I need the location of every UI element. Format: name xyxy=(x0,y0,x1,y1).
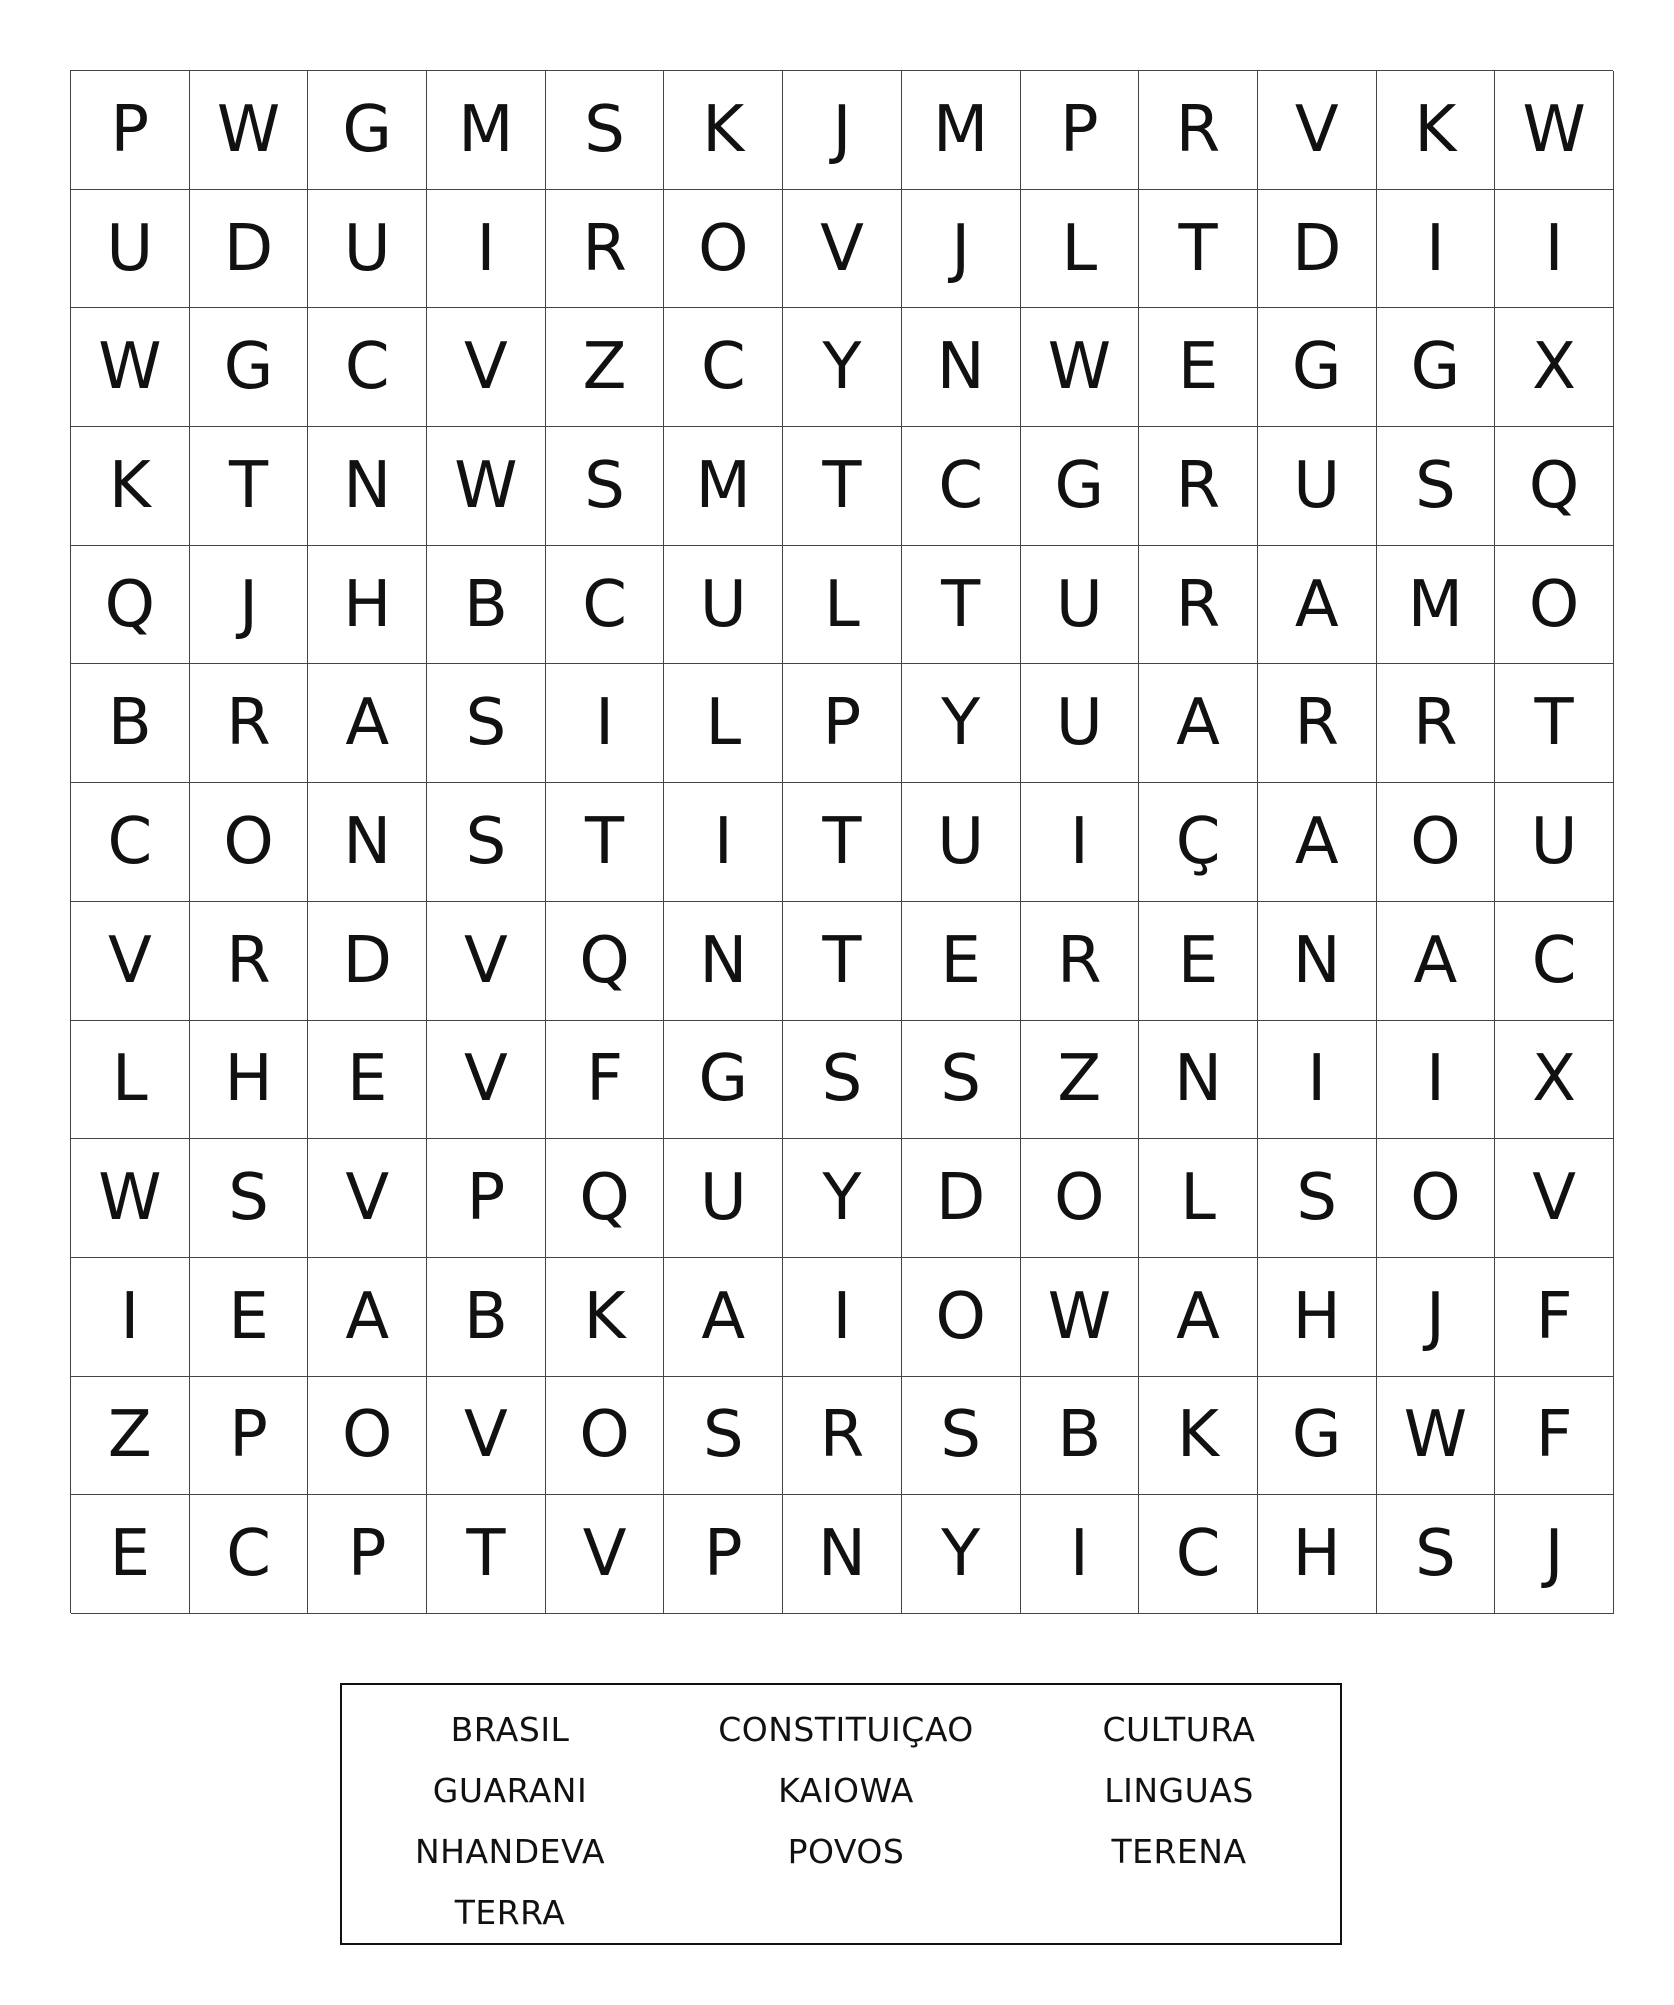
grid-cell[interactable]: L xyxy=(1139,1139,1258,1258)
grid-cell[interactable]: S xyxy=(190,1139,309,1258)
grid-cell[interactable]: O xyxy=(902,1258,1021,1377)
grid-cell[interactable]: U xyxy=(308,190,427,309)
grid-cell[interactable]: N xyxy=(1258,902,1377,1021)
grid-cell[interactable]: R xyxy=(1021,902,1140,1021)
grid-cell[interactable]: V xyxy=(1258,71,1377,190)
grid-cell[interactable]: N xyxy=(308,783,427,902)
grid-cell[interactable]: X xyxy=(1495,1021,1614,1140)
grid-cell[interactable]: Ç xyxy=(1139,783,1258,902)
grid-cell[interactable]: P xyxy=(664,1495,783,1614)
word-search-grid xyxy=(70,70,1613,1613)
word-list-item: BRASIL xyxy=(450,1710,570,1749)
grid-cell[interactable]: R xyxy=(1139,546,1258,665)
grid-cell[interactable]: O xyxy=(1021,1139,1140,1258)
grid-cell[interactable]: U xyxy=(1021,664,1140,783)
word-list-item: LINGUAS xyxy=(1104,1771,1254,1810)
grid-cell[interactable]: J xyxy=(902,190,1021,309)
grid-cell[interactable]: E xyxy=(902,902,1021,1021)
grid-cell[interactable]: L xyxy=(1021,190,1140,309)
word-list-item: TERRA xyxy=(454,1893,566,1932)
grid-cell[interactable]: T xyxy=(1139,190,1258,309)
grid-cell[interactable]: U xyxy=(1021,546,1140,665)
grid-cell[interactable]: S xyxy=(427,783,546,902)
grid-cell[interactable]: A xyxy=(308,1258,427,1377)
grid-cell[interactable]: O xyxy=(308,1377,427,1496)
grid-cell[interactable]: L xyxy=(783,546,902,665)
grid-cell[interactable]: N xyxy=(664,902,783,1021)
grid-cell[interactable]: T xyxy=(427,1495,546,1614)
grid-cell[interactable]: A xyxy=(1258,783,1377,902)
grid-cell[interactable]: T xyxy=(783,427,902,546)
grid-cell[interactable]: Q xyxy=(1495,427,1614,546)
grid-cell[interactable]: T xyxy=(190,427,309,546)
grid-cell[interactable]: G xyxy=(190,308,309,427)
grid-cell[interactable]: W xyxy=(1495,71,1614,190)
grid-cell[interactable]: I xyxy=(1258,1021,1377,1140)
grid-cell[interactable]: Y xyxy=(783,1139,902,1258)
grid-cell[interactable]: R xyxy=(190,902,309,1021)
grid-cell[interactable]: Q xyxy=(546,1139,665,1258)
grid-cell[interactable]: A xyxy=(664,1258,783,1377)
grid-cell[interactable]: L xyxy=(664,664,783,783)
grid-cell[interactable]: V xyxy=(308,1139,427,1258)
grid-cell[interactable]: H xyxy=(190,1021,309,1140)
grid-cell[interactable]: E xyxy=(71,1495,190,1614)
grid-cell[interactable]: S xyxy=(902,1377,1021,1496)
grid-cell[interactable]: G xyxy=(1377,308,1496,427)
grid-cell[interactable]: G xyxy=(664,1021,783,1140)
grid-cell[interactable]: V xyxy=(427,902,546,1021)
grid-cell[interactable]: S xyxy=(783,1021,902,1140)
grid-cell[interactable]: I xyxy=(1021,1495,1140,1614)
grid-cell[interactable]: B xyxy=(427,546,546,665)
grid-cell[interactable]: I xyxy=(783,1258,902,1377)
grid-cell[interactable]: Z xyxy=(546,308,665,427)
grid-cell[interactable]: Q xyxy=(546,902,665,1021)
grid-cell[interactable]: F xyxy=(1495,1377,1614,1496)
grid-cell[interactable]: S xyxy=(1377,1495,1496,1614)
grid-cell[interactable]: C xyxy=(664,308,783,427)
grid-cell[interactable]: R xyxy=(1258,664,1377,783)
grid-cell[interactable]: Y xyxy=(783,308,902,427)
grid-cell[interactable]: Z xyxy=(71,1377,190,1496)
grid-cell[interactable]: A xyxy=(1139,1258,1258,1377)
grid-cell[interactable]: U xyxy=(1258,427,1377,546)
grid-cell[interactable]: O xyxy=(664,190,783,309)
grid-cell[interactable]: A xyxy=(308,664,427,783)
grid-cell[interactable]: P xyxy=(190,1377,309,1496)
grid-cell[interactable]: C xyxy=(308,308,427,427)
grid-cell[interactable]: P xyxy=(783,664,902,783)
grid-cell[interactable]: K xyxy=(1139,1377,1258,1496)
grid-cell[interactable]: U xyxy=(664,1139,783,1258)
grid-cell[interactable]: R xyxy=(1139,71,1258,190)
grid-cell[interactable]: F xyxy=(1495,1258,1614,1377)
grid-cell[interactable]: N xyxy=(1139,1021,1258,1140)
word-list-item: CULTURA xyxy=(1102,1710,1256,1749)
grid-cell[interactable]: A xyxy=(1377,902,1496,1021)
grid-cell[interactable]: P xyxy=(71,71,190,190)
grid-cell[interactable]: Y xyxy=(902,664,1021,783)
grid-cell[interactable]: J xyxy=(783,71,902,190)
grid-cell[interactable]: M xyxy=(902,71,1021,190)
grid-cell[interactable]: R xyxy=(190,664,309,783)
grid-cell[interactable]: V xyxy=(427,1377,546,1496)
grid-cell[interactable]: U xyxy=(71,190,190,309)
grid-cell[interactable]: X xyxy=(1495,308,1614,427)
grid-cell[interactable]: U xyxy=(1495,783,1614,902)
grid-cell[interactable]: I xyxy=(1495,190,1614,309)
grid-cell[interactable]: M xyxy=(664,427,783,546)
grid-cell[interactable]: C xyxy=(902,427,1021,546)
grid-cell[interactable]: S xyxy=(664,1377,783,1496)
grid-cell[interactable]: T xyxy=(546,783,665,902)
grid-cell[interactable]: G xyxy=(308,71,427,190)
grid-cell[interactable]: S xyxy=(1377,427,1496,546)
grid-cell[interactable]: I xyxy=(546,664,665,783)
grid-cell[interactable]: I xyxy=(664,783,783,902)
grid-cell[interactable]: O xyxy=(190,783,309,902)
grid-cell[interactable]: I xyxy=(427,190,546,309)
grid-cell[interactable]: L xyxy=(71,1021,190,1140)
grid-cell[interactable]: E xyxy=(1139,308,1258,427)
grid-cell[interactable]: R xyxy=(783,1377,902,1496)
grid-cell[interactable]: N xyxy=(783,1495,902,1614)
word-list-box xyxy=(340,1683,1342,1945)
word-list-item: GUARANI xyxy=(432,1771,588,1810)
grid-cell[interactable]: M xyxy=(427,71,546,190)
grid-cell[interactable]: N xyxy=(902,308,1021,427)
word-list xyxy=(342,1699,1340,1943)
grid-cell[interactable]: Q xyxy=(71,546,190,665)
word-list-item: POVOS xyxy=(787,1832,905,1871)
grid-cell[interactable]: D xyxy=(902,1139,1021,1258)
grid-cell[interactable]: C xyxy=(190,1495,309,1614)
grid-cell[interactable]: V xyxy=(427,1021,546,1140)
grid-cell[interactable]: B xyxy=(71,664,190,783)
grid-cell[interactable]: D xyxy=(1258,190,1377,309)
grid-cell[interactable]: H xyxy=(1258,1258,1377,1377)
grid-cell[interactable]: N xyxy=(308,427,427,546)
grid-cell[interactable]: E xyxy=(1139,902,1258,1021)
grid-cell[interactable]: M xyxy=(1377,546,1496,665)
grid-cell[interactable]: T xyxy=(1495,664,1614,783)
grid-cell[interactable]: U xyxy=(664,546,783,665)
grid-cell[interactable]: O xyxy=(1377,783,1496,902)
grid-cell[interactable]: W xyxy=(71,1139,190,1258)
grid-cell[interactable]: P xyxy=(1021,71,1140,190)
grid-cell[interactable]: V xyxy=(783,190,902,309)
grid-cell[interactable]: O xyxy=(546,1377,665,1496)
grid-cell[interactable]: O xyxy=(1377,1139,1496,1258)
grid-cell[interactable]: K xyxy=(1377,71,1496,190)
grid-cell[interactable]: I xyxy=(1377,1021,1496,1140)
grid-cell[interactable]: P xyxy=(427,1139,546,1258)
grid-cell[interactable]: K xyxy=(664,71,783,190)
grid-cell[interactable]: K xyxy=(546,1258,665,1377)
grid-cell[interactable]: W xyxy=(190,71,309,190)
grid-cell[interactable]: D xyxy=(190,190,309,309)
grid-cell[interactable]: B xyxy=(1021,1377,1140,1496)
grid-cell[interactable]: I xyxy=(1377,190,1496,309)
grid-cell[interactable]: R xyxy=(1139,427,1258,546)
grid-cell[interactable]: C xyxy=(1495,902,1614,1021)
grid-cell[interactable]: W xyxy=(71,308,190,427)
grid-cell[interactable]: R xyxy=(546,190,665,309)
grid-cell[interactable]: O xyxy=(1495,546,1614,665)
grid-cell[interactable]: B xyxy=(427,1258,546,1377)
grid-cell[interactable]: T xyxy=(783,783,902,902)
grid-cell[interactable]: V xyxy=(546,1495,665,1614)
grid-cell[interactable]: Y xyxy=(902,1495,1021,1614)
grid-cell[interactable]: A xyxy=(1139,664,1258,783)
grid-cell[interactable]: C xyxy=(71,783,190,902)
grid-cell[interactable]: G xyxy=(1258,308,1377,427)
grid-cell[interactable]: K xyxy=(71,427,190,546)
grid-cell[interactable]: J xyxy=(1495,1495,1614,1614)
grid-cell[interactable]: P xyxy=(308,1495,427,1614)
grid-cell[interactable]: W xyxy=(1021,308,1140,427)
word-list-item: CONSTITUIÇAO xyxy=(718,1710,974,1749)
grid-cell[interactable]: W xyxy=(427,427,546,546)
grid-cell[interactable]: J xyxy=(1377,1258,1496,1377)
grid-cell[interactable]: G xyxy=(1258,1377,1377,1496)
grid-cell[interactable]: E xyxy=(190,1258,309,1377)
grid-cell[interactable]: A xyxy=(1258,546,1377,665)
grid-cell[interactable]: E xyxy=(308,1021,427,1140)
grid-cell[interactable]: T xyxy=(902,546,1021,665)
grid-cell[interactable]: S xyxy=(1258,1139,1377,1258)
grid-cell[interactable]: U xyxy=(902,783,1021,902)
grid-cell[interactable]: D xyxy=(308,902,427,1021)
word-list-item: TERENA xyxy=(1111,1832,1247,1871)
grid-cell[interactable]: C xyxy=(546,546,665,665)
grid-cell[interactable]: G xyxy=(1021,427,1140,546)
grid-cell[interactable]: J xyxy=(190,546,309,665)
grid-cell[interactable]: S xyxy=(427,664,546,783)
grid-cell[interactable]: W xyxy=(1021,1258,1140,1377)
word-list-item: KAIOWA xyxy=(778,1771,914,1810)
grid-cell[interactable]: S xyxy=(546,71,665,190)
grid-cell[interactable]: V xyxy=(427,308,546,427)
grid-cell[interactable]: S xyxy=(902,1021,1021,1140)
grid-cell[interactable]: I xyxy=(71,1258,190,1377)
grid-cell[interactable]: H xyxy=(1258,1495,1377,1614)
grid-cell[interactable]: Z xyxy=(1021,1021,1140,1140)
grid-cell[interactable]: V xyxy=(71,902,190,1021)
grid-cell[interactable]: W xyxy=(1377,1377,1496,1496)
grid-cell[interactable]: R xyxy=(1377,664,1496,783)
grid-cell[interactable]: T xyxy=(783,902,902,1021)
word-list-item: NHANDEVA xyxy=(414,1832,606,1871)
grid-cell[interactable]: V xyxy=(1495,1139,1614,1258)
grid-cell[interactable]: H xyxy=(308,546,427,665)
grid-cell[interactable]: S xyxy=(546,427,665,546)
grid-cell[interactable]: F xyxy=(546,1021,665,1140)
grid-cell[interactable]: C xyxy=(1139,1495,1258,1614)
grid-cell[interactable]: I xyxy=(1021,783,1140,902)
